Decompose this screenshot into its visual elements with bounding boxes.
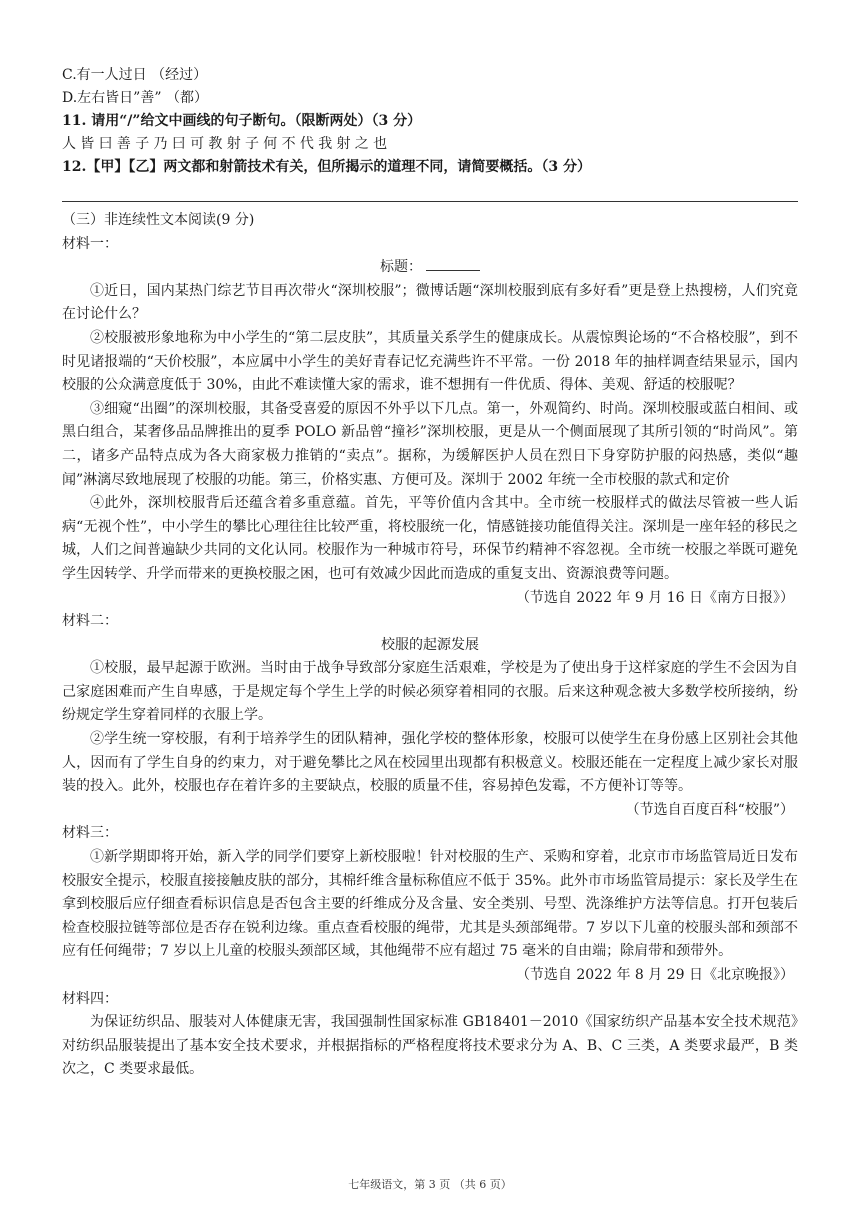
question-block (62, 64, 802, 179)
material-1-paragraph-4: ④此外，深圳校服背后还蕴含着多重意蕴。首先，平等价值内含其中。全市统一校服样式的做法尽管被一些人诟病“无视个性”，中小学生的攀比心理往往比较严重，将校服统一化，情感链接功能值得关注。深圳是一座年轻的移民之城，人们之间普遍缺少共同的文化认同。校服作为一种城市符号，环保节约精神不容忽视。全市统一校服之举既可避免学生因转学、升学而带来的更换校服之困，也可有效减少因此而造成的重复支出、资源浪费等问题。 (62, 495, 798, 582)
question-11: 11. 请用“/”给文中画线的句子断句。（限断两处）（3 分） (62, 113, 422, 129)
option-d: D.左右皆日”善” （都） (62, 90, 208, 106)
question-11-sentence: 人皆曰善子乃曰可教射子何不代我射之也 (62, 136, 392, 152)
material-1-paragraph-1: ①近日，国内某热门综艺节目再次带火“深圳校服”；微博话题“深圳校服到底有多好看”更是登上热搜榜，人们究竟在讨论什么？ (62, 282, 798, 323)
material-1-source: （节选自 2022 年 9 月 16 日《南方日报》） (515, 589, 794, 606)
material-2-paragraph-1: ①校服，最早起源于欧洲。当时由于战争导致部分家庭生活艰难，学校是为了使出身于这样家庭的学生不会因为自己家庭困难而产生自卑感，于是规定每个学生上学的时候必须穿着相同的衣服。后来这种观念被大多数学校所接纳，纷纷规定学生穿着同样的衣服上学。 (62, 660, 798, 724)
material-4-label: 材料四： (62, 990, 118, 1007)
reading-section (62, 209, 798, 1082)
option-c: C.有一人过日 （经过） (62, 67, 208, 83)
page-footer: 七年级语文，第 3 页 （共 6 页） (348, 1178, 512, 1191)
material-4-paragraph-1: 为保证纺织品、服装对人体健康无害，我国强制性国家标准 GB18401－2010《国家纺织产品基本安全技术规范》对纺织品服装提出了基本安全技术要求，并根据指标的严格程度将技术要求分为 A、B、C 三类，A 类要求最严，B 类次之，C 类要求最低。 (62, 1014, 798, 1078)
material-1-paragraph-2: ②校服被形象地称为中小学生的“第二层皮肤”，其质量关系学生的健康成长。从震惊舆论场的“不合格校服”，到不时见诸报端的“天价校服”，本应属中小学生的美好青春记忆充满些许不平常。一份 2018 年的抽样调查结果显示，国内校服的公众满意度低于 30%，由此不难读懂大家的需求，谁不想拥有一件优质、得体、美观、舒适的校服呢？ (62, 329, 798, 394)
material-2-source: （节选自百度百科“校服”） (625, 801, 794, 818)
material-2-title: 校服的起源发展 (381, 636, 479, 653)
title-blank[interactable] (426, 256, 480, 271)
material-3-label: 材料三： (62, 825, 118, 842)
material-3-source: （节选自 2022 年 8 月 29 日《北京晚报》） (515, 967, 794, 983)
material-1-title (62, 256, 798, 280)
material-1-title-label: 标题： (380, 259, 422, 276)
material-2-label: 材料二： (62, 613, 118, 630)
material-1-label: 材料一： (62, 235, 118, 252)
material-2-paragraph-2: ②学生统一穿校服，有利于培养学生的团队精神，强化学校的整体形象，校服可以使学生在身份感上区别社会其他人，因而有了学生自身的约束力，对于避免攀比之风在校园里出现都有积极意义。校服还能在一定程度上减少家长对服装的投入。此外，校服也存在着许多的主要缺点，校服的质量不佳，容易掉色发霉，不方便补订等等。 (62, 731, 798, 795)
material-1-paragraph-3: ③细窥“出圈”的深圳校服，其备受喜爱的原因不外乎以下几点。第一，外观简约、时尚。深圳校服或蓝白相间、或黑白组合，某奢侈品品牌推出的夏季 POLO 新品曾“撞衫”深圳校服，更是从一个侧面展现了其所引领的“时尚风”。第二，诸多产品特点成为各大商家极力推销的“卖点”。据称，为缓解医护人员在烈日下身穿防护服的闷热感，类似“趣闻”淋漓尽致地展现了校服的功能。第三，价格实惠、方便可及。深圳于 2002 年统一全市校服的款式和定价 (62, 400, 798, 488)
material-3-paragraph-1: ①新学期即将开始，新入学的同学们要穿上新校服啦！针对校服的生产、采购和穿着，北京市市场监管局近日发布校服安全提示，校服直接接触皮肤的部分，其棉纤维含量标称值应不低于 35%。此外市市场监管局提示：家长及学生在拿到校服后应仔细查看标识信息是否包含主要的纤维成分及含量、安全类别、号型、洗涤维护方法等信息。打开包装后检查校服拉链等部位是否存在锐利边缘。重点查看校服的绳带，尤其是头颈部绳带。7 岁以下儿童的校服头部和颈部不应有任何绳带；7 岁以上儿童的校服头颈部区域，其他绳带不应有超过 75 毫米的自由端；除肩带和颈带外。 (62, 849, 798, 960)
section-title: （三）非连续性文本阅读(9 分) (62, 212, 255, 228)
question-12: 12.【甲】【乙】两文都和射箭技术有关，但所揭示的道理不同，请简要概括。（3 分） (62, 159, 591, 175)
section-divider (62, 201, 798, 202)
